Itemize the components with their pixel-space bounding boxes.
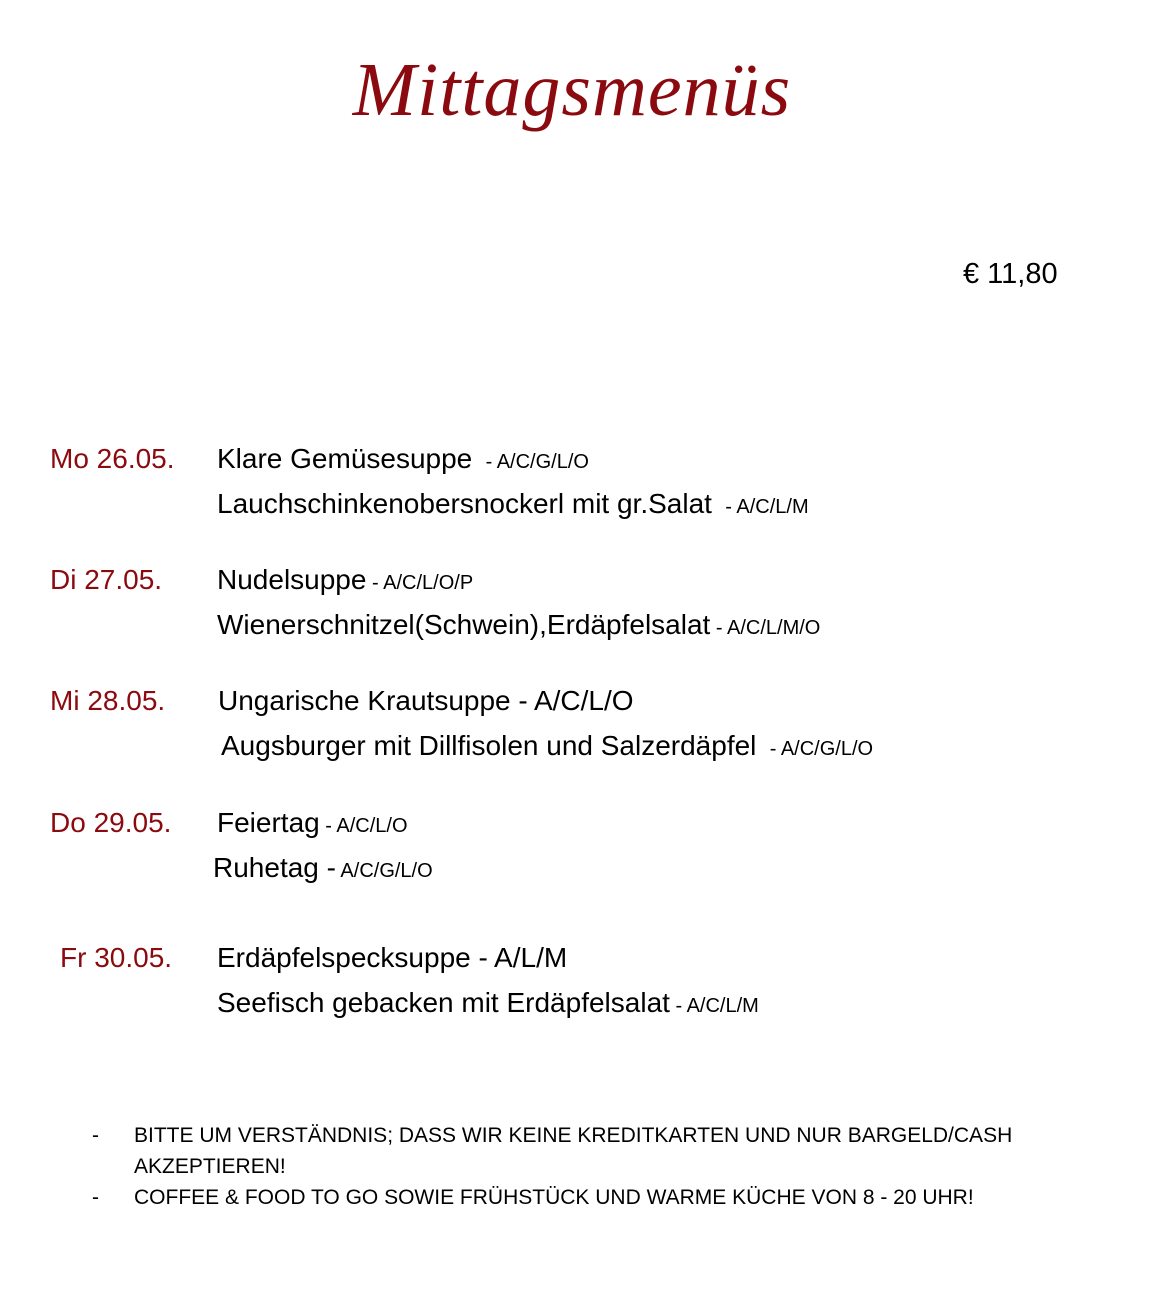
soup-line [217, 805, 408, 844]
soup-allergens: - A/C/G/L/O [480, 451, 589, 473]
soup-line [217, 562, 473, 601]
main-line [217, 985, 759, 1024]
main-allergens: - A/C/L/M [719, 496, 809, 518]
soup-allergens: - A/C/L/O/P [366, 572, 474, 594]
note-text: BITTE UM VERSTÄNDNIS; DASS WIR KEINE KREDITKARTEN UND NUR BARGELD/CASH AKZEPTIEREN! [134, 1124, 1013, 1178]
note-payment [92, 1120, 1074, 1182]
main-line [217, 607, 820, 646]
soup-line [218, 683, 634, 719]
note-dash: - [92, 1186, 99, 1209]
main-allergens: - A/C/G/L/O [764, 738, 874, 760]
note-hours [92, 1182, 1074, 1213]
day-date: Mo 26.05. [50, 443, 175, 474]
soup-name: Feiertag [217, 807, 320, 838]
soup-name: Ungarische Krautsuppe - A/C/L/O [218, 685, 634, 716]
page-title: Mittagsmenüs [352, 48, 792, 132]
main-line [217, 486, 809, 525]
day-date: Fr 30.05. [60, 942, 173, 973]
soup-name: Erdäpfelspecksuppe - A/L/M [217, 942, 568, 973]
main-name: Seefisch gebacken mit Erdäpfelsalat [217, 987, 670, 1018]
main-line [213, 850, 433, 889]
main-name: Lauchschinkenobersnockerl mit gr.Salat [217, 488, 712, 519]
note-dash: - [92, 1124, 99, 1147]
main-name: Augsburger mit Dillfisolen und Salzerdäpfel [221, 730, 757, 761]
day-date: Do 29.05. [50, 807, 172, 838]
note-text: COFFEE & FOOD TO GO SOWIE FRÜHSTÜCK UND WARME KÜCHE VON 8 - 20 UHR! [134, 1186, 974, 1209]
day-date: Mi 28.05. [50, 685, 166, 716]
notes-list [92, 1120, 1074, 1213]
soup-name: Nudelsuppe [217, 564, 367, 595]
soup-line [217, 441, 589, 480]
soup-name: Klare Gemüsesuppe [217, 443, 473, 474]
main-name: Ruhetag - [213, 852, 336, 883]
main-name: Wienerschnitzel(Schwein),Erdäpfelsalat [217, 609, 711, 640]
main-allergens: A/C/G/L/O [335, 860, 433, 882]
menu-price: € 11,80 [963, 258, 1058, 290]
main-allergens: - A/C/L/M [669, 995, 759, 1017]
main-allergens: - A/C/L/M/O [710, 617, 821, 639]
soup-allergens: - A/C/L/O [319, 815, 408, 837]
day-date: Di 27.05. [50, 564, 163, 595]
main-line [221, 728, 873, 767]
soup-line [217, 940, 567, 976]
